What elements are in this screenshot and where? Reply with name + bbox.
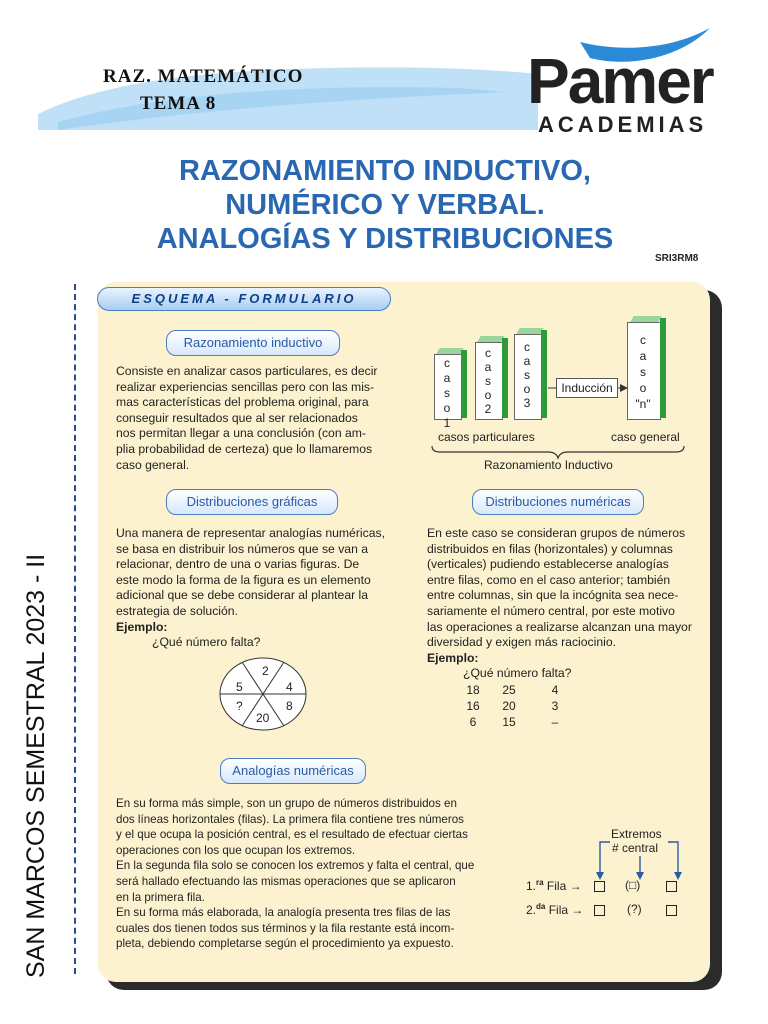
graficas-question: ¿Qué número falta? <box>152 635 261 650</box>
induccion-label: Inducción <box>556 378 618 398</box>
title-line-3: ANALOGÍAS Y DISTRIBUCIONES <box>156 223 614 255</box>
numericas-line: (verticales) pudiendo establecerse analogías <box>427 557 669 572</box>
inductivo-line: realizar experiencias sencillas pero con las mis- <box>116 379 375 394</box>
esquema-banner: ESQUEMA - FORMULARIO <box>97 287 391 311</box>
row-1-label: 1.$^{ra}$ Fila → <box>526 878 582 893</box>
analogias-line: En la segunda fila solo se conocen los extremos y falta el central, que <box>116 859 475 873</box>
inductivo-text <box>116 364 416 473</box>
table-row: 6 15 – <box>469 715 559 729</box>
inductivo-line: mas características del problema original, para <box>116 395 369 410</box>
graficas-line: estrategia de solución. <box>116 603 238 618</box>
numericas-text <box>427 526 705 682</box>
circle-value: 4 <box>286 680 293 694</box>
particulares-label: casos particulares <box>438 430 535 444</box>
analogias-line: pleta, debiendo completarse según el procedimiento ya expuesto. <box>116 937 454 951</box>
analogias-line: operaciones con los que ocupan los extremos. <box>116 843 356 857</box>
numericas-line: En este caso se consideran grupos de números <box>427 526 686 540</box>
extremos-label: Extremos <box>611 827 662 841</box>
logo-subtitle: ACADEMIAS <box>538 112 708 137</box>
graficas-line: este modo la forma de la figura es un elemento <box>116 572 371 587</box>
analogias-line: En su forma más elaborada, la analogía presenta tres filas de las <box>116 906 451 920</box>
heading-inductivo: Razonamiento inductivo <box>166 330 340 356</box>
analogias-line: dos líneas horizontales (filas). La primera fila contiene tres números <box>116 812 464 826</box>
graficas-line: Una manera de representar analogías numéricas, <box>116 526 385 540</box>
graficas-line: relacionar, dentro de una o varias figuras. De <box>116 557 360 572</box>
numericas-line: entre filas, como en el caso anterior; también <box>427 572 671 587</box>
square-icon <box>666 905 677 916</box>
square-icon <box>594 905 605 916</box>
topic-number: TEMA 8 <box>140 93 217 114</box>
row-2-label: 2.$^{da}$ Fila → <box>526 902 584 917</box>
heading-graficas: Distribuciones gráficas <box>166 489 338 515</box>
analogias-line: y el que ocupa la posición central, es el resultado de efectuar ciertas <box>116 828 468 842</box>
numericas-line: distribuidos en filas (horizontales) y columnas <box>427 541 673 556</box>
row-1-center: (□) <box>625 878 641 892</box>
circle-value: 20 <box>256 711 270 725</box>
numericas-question: ¿Qué número falta? <box>463 666 572 681</box>
inductivo-line: plia probabilidad de certeza) que lo llamaremos <box>116 441 373 456</box>
heading-analogias: Analogías numéricas <box>220 758 366 784</box>
analogias-text <box>116 796 502 952</box>
heading-numericas: Distribuciones numéricas <box>472 489 644 515</box>
title-line-2: NUMÉRICO Y VERBAL. <box>225 189 545 221</box>
inductivo-line: Consiste en analizar casos particulares, es decir <box>116 364 378 378</box>
numericas-line: entre columnas, sin que la incógnita sea nece- <box>427 588 679 603</box>
graficas-ejemplo: Ejemplo: <box>116 619 168 634</box>
row-2-center: (?) <box>627 902 642 916</box>
sidebar-divider <box>74 284 76 974</box>
graficas-text <box>116 526 416 651</box>
document-code: SRI3RM8 <box>655 253 699 264</box>
logo-name: Pamer <box>527 45 713 117</box>
induccion-arrow-icon <box>548 376 628 400</box>
graficas-line: se basa en distribuir los números que se van a <box>116 541 369 556</box>
razonamiento-label: Razonamiento Inductivo <box>484 458 613 472</box>
course-name: RAZ. MATEMÁTICO <box>103 66 304 87</box>
numericas-line: las operaciones a realizarse alcanzan una mayor <box>427 619 692 634</box>
circle-value: ? <box>236 699 243 713</box>
analogias-line: será hallado efectuando las mismas operaciones que se aplicaron <box>116 874 456 888</box>
general-label: caso general <box>611 430 680 444</box>
graficas-line: adicional que se debe considerar al plantear la <box>116 588 369 603</box>
analogia-arrows-icon <box>590 836 690 882</box>
analogias-line: En su forma más simple, son un grupo de números distribuidos en <box>116 797 457 810</box>
numericas-ejemplo: Ejemplo: <box>427 650 479 665</box>
square-icon <box>594 881 605 892</box>
numericas-line: sariamente el número central, por este motivo <box>427 603 675 618</box>
title-line-1: RAZONAMIENTO INDUCTIVO, <box>179 155 591 187</box>
numeric-table <box>458 682 588 730</box>
central-label: # central <box>612 841 659 855</box>
inductivo-line: nos permitan llegar a una conclusión (con am- <box>116 426 366 441</box>
circle-value: 5 <box>236 680 243 694</box>
sidebar-text: SAN MARCOS SEMESTRAL 2023 - II <box>22 553 50 978</box>
square-icon <box>666 881 677 892</box>
inductivo-line: conseguir resultados que al ser relacionados <box>116 410 358 425</box>
circle-value: 8 <box>286 699 293 713</box>
circle-value: 2 <box>262 664 269 678</box>
analogias-line: en la primera fila. <box>116 890 205 904</box>
numericas-line: diversidad y exigen más raciocinio. <box>427 635 616 650</box>
inductivo-line: caso general. <box>116 457 190 472</box>
analogias-line: cuales dos tienen todos sus términos y la fila restante está incom- <box>116 921 455 935</box>
table-row: 18 25 4 <box>466 683 559 697</box>
table-row: 16 20 3 <box>466 699 559 713</box>
